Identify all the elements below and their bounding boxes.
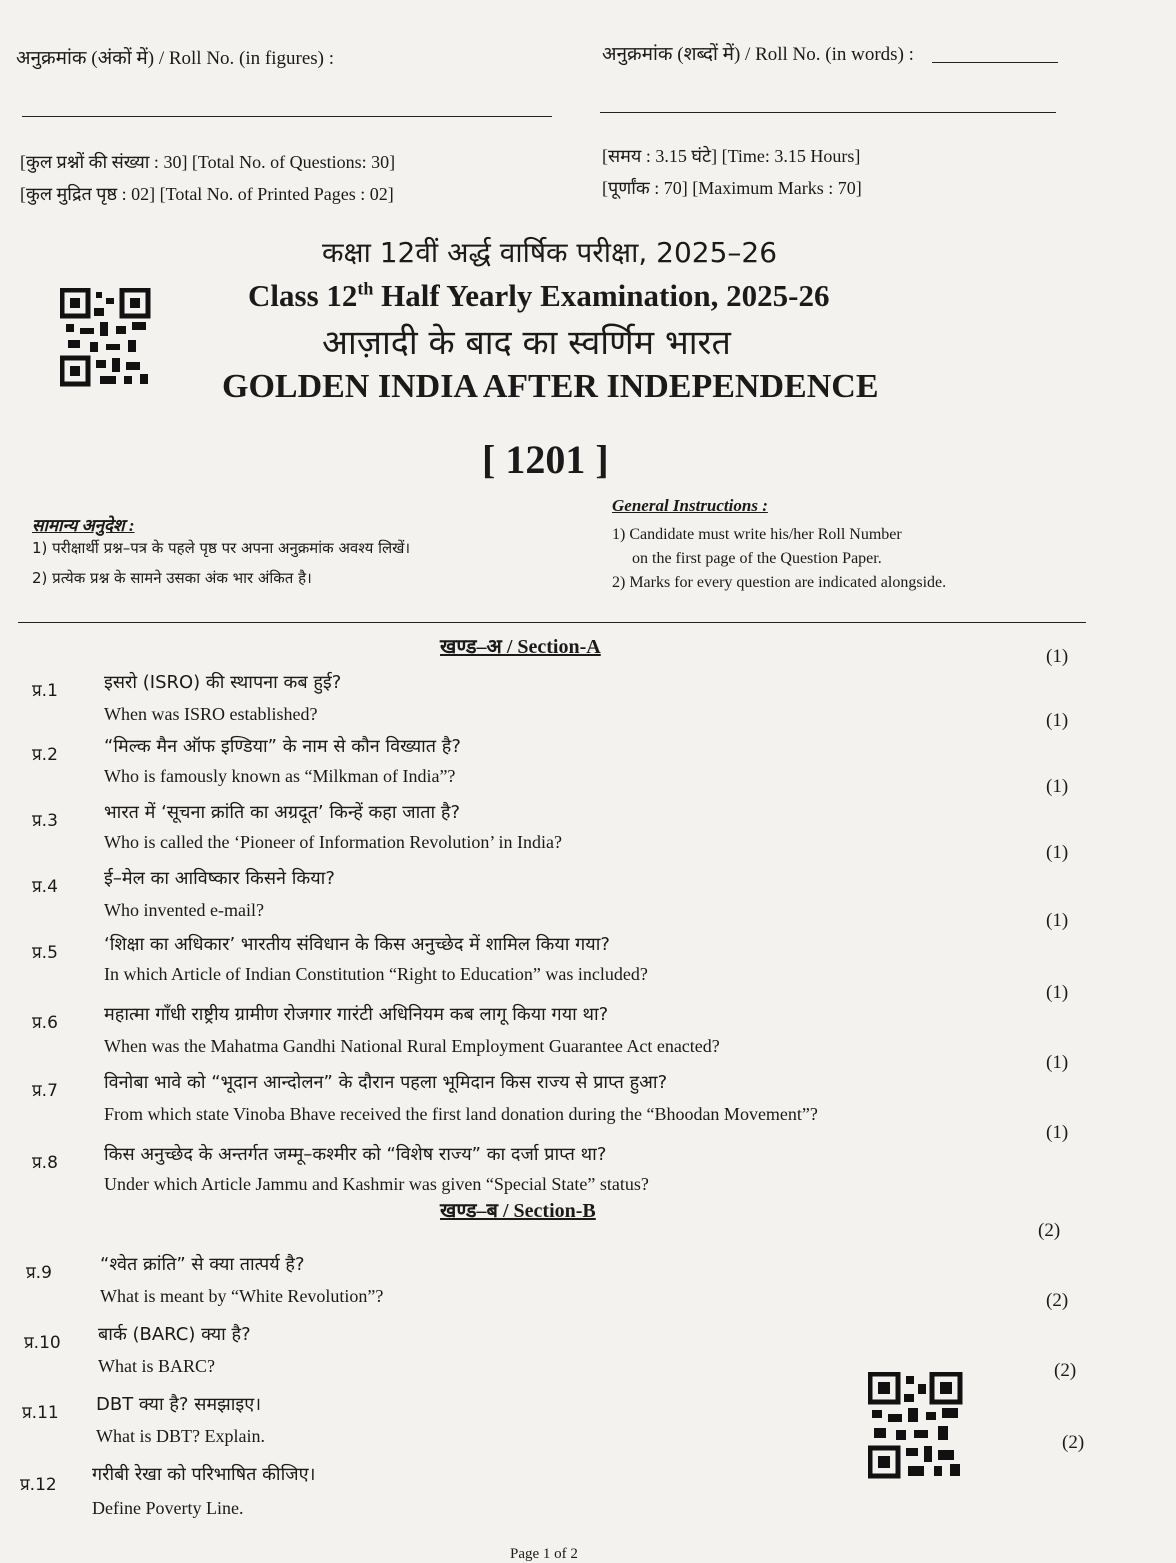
q8-number: प्र.8 xyxy=(32,1153,58,1173)
q6-hindi: महात्मा गाँधी राष्ट्रीय ग्रामीण रोजगार गारंटी अधिनियम कब लागू किया गया था? xyxy=(104,1004,609,1025)
time: [समय : 3.15 घंटे] [Time: 3.15 Hours] xyxy=(602,146,861,166)
q7-hindi: विनोबा भावे को “भूदान आन्दोलन” के दौरान पहला भूमिदान किस राज्य से प्राप्त हुआ? xyxy=(104,1072,668,1093)
q8-english: Under which Article Jammu and Kashmir was given “Special State” status? xyxy=(104,1174,649,1194)
q4-english: Who invented e-mail? xyxy=(104,900,264,920)
max-marks: [पूर्णांक : 70] [Maximum Marks : 70] xyxy=(602,178,862,198)
q6-number: प्र.6 xyxy=(32,1013,58,1033)
roll-figures-label: अनुक्रमांक (अंकों में) / Roll No. (in figures) : xyxy=(16,48,335,69)
q11-number: प्र.11 xyxy=(22,1403,59,1423)
q12-marks: (2) xyxy=(1062,1432,1085,1453)
total-pages: [कुल मुद्रित पृष्ठ : 02] [Total No. of Printed Pages : 02] xyxy=(20,184,394,204)
q7-english: From which state Vinoba Bhave received the first land donation during the “Bhoodan Movement”? xyxy=(104,1104,818,1124)
q8-marks: (1) xyxy=(1046,1122,1069,1143)
q8-hindi: किस अनुच्छेद के अन्तर्गत जम्मू–कश्मीर को “विशेष राज्य” का दर्जा प्राप्त था? xyxy=(104,1144,607,1165)
page-number: Page 1 of 2 xyxy=(510,1546,578,1562)
roll-words-label: अनुक्रमांक (शब्दों में) / Roll No. (in words) : xyxy=(602,44,914,65)
instruction-english-2: 2) Marks for every question are indicated alongside. xyxy=(612,574,947,591)
q4-hindi: ई–मेल का आविष्कार किसने किया? xyxy=(104,868,335,889)
q12-hindi: गरीबी रेखा को परिभाषित कीजिए। xyxy=(92,1464,316,1485)
q1-english: When was ISRO established? xyxy=(104,704,318,724)
instructions-heading-english: General Instructions : xyxy=(612,496,768,515)
exam-title-english: Class 12th Half Yearly Examination, 2025-26 xyxy=(248,278,830,313)
instructions-divider xyxy=(18,622,1086,623)
q4-marks: (1) xyxy=(1046,842,1069,863)
q3-english: Who is called the ‘Pioneer of Information Revolution’ in India? xyxy=(104,832,563,852)
q12-english: Define Poverty Line. xyxy=(92,1498,244,1518)
paper-code: [ 1201 ] xyxy=(482,437,609,482)
q5-english: In which Article of Indian Constitution “Right to Education” was included? xyxy=(104,964,648,984)
q5-hindi: ‘शिक्षा का अधिकार’ भारतीय संविधान के किस अनुच्छेद में शामिल किया गया? xyxy=(104,934,610,955)
roll-words-line-2[interactable] xyxy=(600,112,1056,113)
exam-title-hindi: कक्षा 12वीं अर्द्ध वार्षिक परीक्षा, 2025–26 xyxy=(322,236,778,269)
subject-title-english: GOLDEN INDIA AFTER INDEPENDENCE xyxy=(222,368,879,405)
instruction-english-1b: on the first page of the Question Paper. xyxy=(632,550,882,567)
q11-marks: (2) xyxy=(1054,1360,1077,1381)
q9-english: What is meant by “White Revolution”? xyxy=(100,1286,384,1306)
q10-hindi: बार्क (BARC) क्या है? xyxy=(98,1324,251,1345)
q3-marks: (1) xyxy=(1046,776,1069,797)
q6-english: When was the Mahatma Gandhi National Rural Employment Guarantee Act enacted? xyxy=(104,1036,720,1056)
instructions-heading-hindi: सामान्य अनुदेश : xyxy=(32,516,135,535)
instruction-hindi-1: 1) परीक्षार्थी प्रश्न–पत्र के पहले पृष्ठ पर अपना अनुक्रमांक अवश्य लिखें। xyxy=(32,539,411,557)
q2-number: प्र.2 xyxy=(32,745,58,765)
q2-marks: (1) xyxy=(1046,710,1069,731)
q5-number: प्र.5 xyxy=(32,943,58,963)
q9-hindi: “श्वेत क्रांति” से क्या तात्पर्य है? xyxy=(100,1254,305,1275)
instruction-hindi-2: 2) प्रत्येक प्रश्न के सामने उसका अंक भार अंकित है। xyxy=(32,569,312,587)
q6-marks: (1) xyxy=(1046,982,1069,1003)
q3-number: प्र.3 xyxy=(32,811,58,831)
qr-code-icon xyxy=(868,1372,964,1480)
q11-english: What is DBT? Explain. xyxy=(96,1426,265,1446)
q2-hindi: “मिल्क मैन ऑफ इण्डिया” के नाम से कौन विख्यात है? xyxy=(104,736,461,757)
q10-english: What is BARC? xyxy=(98,1356,215,1376)
q7-number: प्र.7 xyxy=(32,1081,58,1101)
q9-marks: (2) xyxy=(1038,1220,1061,1241)
q5-marks: (1) xyxy=(1046,910,1069,931)
q1-hindi: इसरो (ISRO) की स्थापना कब हुई? xyxy=(104,672,342,693)
q12-number: प्र.12 xyxy=(20,1475,57,1495)
total-questions: [कुल प्रश्नों की संख्या : 30] [Total No. of Questions: 30] xyxy=(20,152,396,172)
q10-number: प्र.10 xyxy=(24,1333,61,1353)
q10-marks: (2) xyxy=(1046,1290,1069,1311)
roll-figures-line[interactable] xyxy=(22,116,552,117)
section-b-heading: खण्ड–ब / Section-B xyxy=(440,1200,596,1222)
q1-number: प्र.1 xyxy=(32,681,58,701)
q11-hindi: DBT क्या है? समझाइए। xyxy=(96,1394,262,1415)
q9-number: प्र.9 xyxy=(26,1263,52,1283)
q3-hindi: भारत में ‘सूचना क्रांति का अग्रदूत’ किन्हें कहा जाता है? xyxy=(104,802,461,823)
q2-english: Who is famously known as “Milkman of India”? xyxy=(104,766,456,786)
qr-code-icon xyxy=(60,288,152,388)
subject-title-hindi: आज़ादी के बाद का स्वर्णिम भारत xyxy=(322,323,731,363)
q1-marks: (1) xyxy=(1046,646,1069,667)
roll-words-line[interactable] xyxy=(932,62,1058,63)
q7-marks: (1) xyxy=(1046,1052,1069,1073)
q4-number: प्र.4 xyxy=(32,877,58,897)
section-a-heading: खण्ड–अ / Section-A xyxy=(440,636,601,658)
instruction-english-1: 1) Candidate must write his/her Roll Number xyxy=(612,526,902,543)
